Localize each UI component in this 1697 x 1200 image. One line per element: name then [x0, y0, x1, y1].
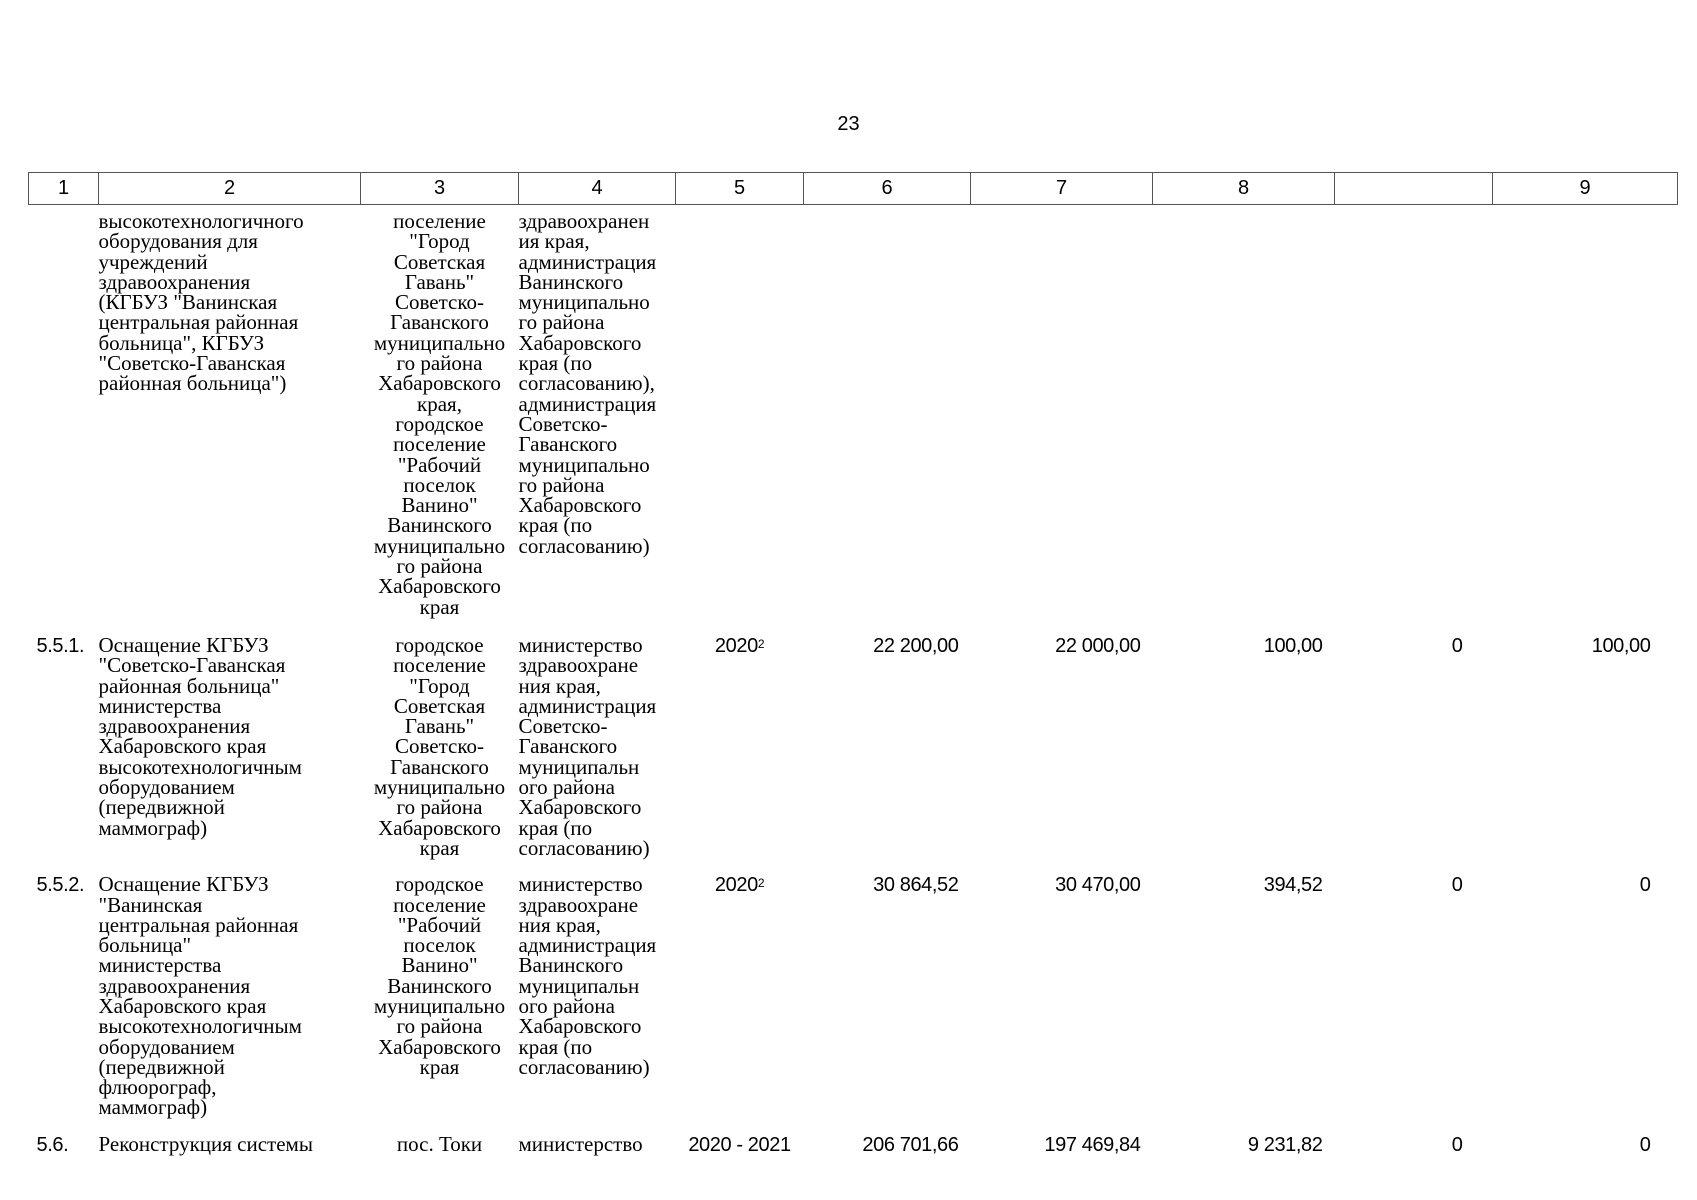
item-number: 5.5.2.: [36, 874, 85, 897]
item-number: 5.6.: [36, 1133, 69, 1156]
item-regional: 394,52: [1263, 874, 1323, 897]
column-number: 7: [971, 173, 1153, 205]
column-number-row: [29, 173, 1678, 205]
item-executor: [519, 1128, 676, 1156]
column-number: 8: [1153, 173, 1335, 205]
item-name-text: Оснащение КГБУЗ "Ванинская центральная районная больница" министерства здравоохранения Хабаровского края высокотехнологичным оборудованием (передвижной флюорограф, маммограф): [98, 872, 302, 1120]
item-name: [99, 868, 361, 1128]
item-name: [99, 629, 361, 868]
column-number: 2: [99, 173, 361, 205]
column-number: 5: [676, 173, 804, 205]
page-number: 23: [837, 113, 860, 135]
item-executor: [519, 205, 676, 629]
item-total: 206 701,66: [862, 1133, 959, 1156]
footnote-mark: 2: [757, 636, 765, 651]
item-name-text: Реконструкция системы: [98, 1131, 313, 1156]
item-place-text: пос. Токи: [396, 1131, 483, 1156]
item-total: 22 200,00: [873, 634, 959, 657]
item-place: [361, 1128, 519, 1156]
table-row: [29, 629, 1678, 868]
item-federal: 30 470,00: [1055, 874, 1141, 897]
item-period: [676, 205, 804, 629]
item-regional: 9 231,82: [1247, 1133, 1323, 1156]
item-name-text: высокотехнологичного оборудования для учреждений здравоохранения (КГБУЗ "Ванинская центральная районная больница", КГБУЗ "Советско-Гаванская районная больница"): [98, 209, 304, 396]
item-executor-text: министерство здравоохране ния края, администрация Ванинского муниципальн ого района Хабаровского края (по согласованию): [518, 872, 657, 1079]
item-period: [676, 629, 804, 868]
item-place: [361, 205, 519, 629]
item-period: [676, 1128, 804, 1156]
item-federal: 22 000,00: [1055, 634, 1141, 657]
item-place: [361, 868, 519, 1128]
column-number: [1335, 173, 1493, 205]
item-extra: 0: [1451, 874, 1463, 897]
item-place-text: городское поселение "Город Советская Гавань" Советско- Гаванского муниципально го района Хабаровского края: [373, 632, 506, 860]
table-row: [29, 1128, 1678, 1156]
column-number: 4: [519, 173, 676, 205]
item-regional: [1153, 205, 1335, 629]
item-other: 0: [1639, 1133, 1651, 1156]
column-number: 9: [1493, 173, 1678, 205]
column-number: 3: [361, 173, 519, 205]
item-executor-text: здравоохранен ия края, администрация Ванинского муниципально го района Хабаровского края (по согласованию), администрация Советско- Гаванского муниципально го района Хабаровского края (по согласованию): [518, 209, 657, 558]
item-name-text: Оснащение КГБУЗ "Советско-Гаванская районная больница" министерства здравоохранения Хабаровского края высокотехнологичным оборудованием (передвижной маммограф): [98, 632, 302, 840]
item-other: 100,00: [1591, 634, 1651, 657]
item-place-text: городское поселение "Рабочий поселок Ванино" Ванинского муниципально го района Хабаровского края: [373, 872, 506, 1079]
table-row: [29, 868, 1678, 1128]
table-row: [29, 205, 1678, 629]
item-name: [99, 205, 361, 629]
footnote-mark: 2: [757, 876, 765, 891]
item-federal: 197 469,84: [1044, 1133, 1141, 1156]
item-extra: 0: [1451, 634, 1463, 657]
item-total: [804, 205, 971, 629]
item-place-text: поселение "Город Советская Гавань" Советско- Гаванского муниципально го района Хабаровского края, городское поселение "Рабочий поселок Ванино" Ванинского муниципально го района Хабаровского края: [373, 209, 506, 619]
item-place: [361, 629, 519, 868]
item-period: [676, 868, 804, 1128]
program-table: [28, 172, 1678, 1156]
item-number: [29, 205, 99, 629]
item-regional: 100,00: [1263, 634, 1323, 657]
item-executor-text: министерство здравоохране ния края, администрация Советско- Гаванского муниципальн ого района Хабаровского края (по согласованию): [518, 632, 657, 860]
item-executor: [519, 868, 676, 1128]
item-other: [1493, 205, 1678, 629]
item-period-text: 2020: [714, 874, 758, 897]
item-name: [99, 1128, 361, 1156]
item-extra: 0: [1451, 1133, 1463, 1156]
item-extra: [1335, 205, 1493, 629]
item-period-text: 2020: [714, 634, 758, 657]
item-number: 5.5.1.: [36, 634, 85, 657]
item-federal: [971, 205, 1153, 629]
column-number: 1: [29, 173, 99, 205]
item-executor: [519, 629, 676, 868]
item-other: 0: [1639, 874, 1651, 897]
item-period-text: 2020 - 2021: [688, 1133, 791, 1156]
column-number: 6: [804, 173, 971, 205]
item-total: 30 864,52: [873, 874, 959, 897]
item-executor-text: министерство: [518, 1131, 643, 1156]
